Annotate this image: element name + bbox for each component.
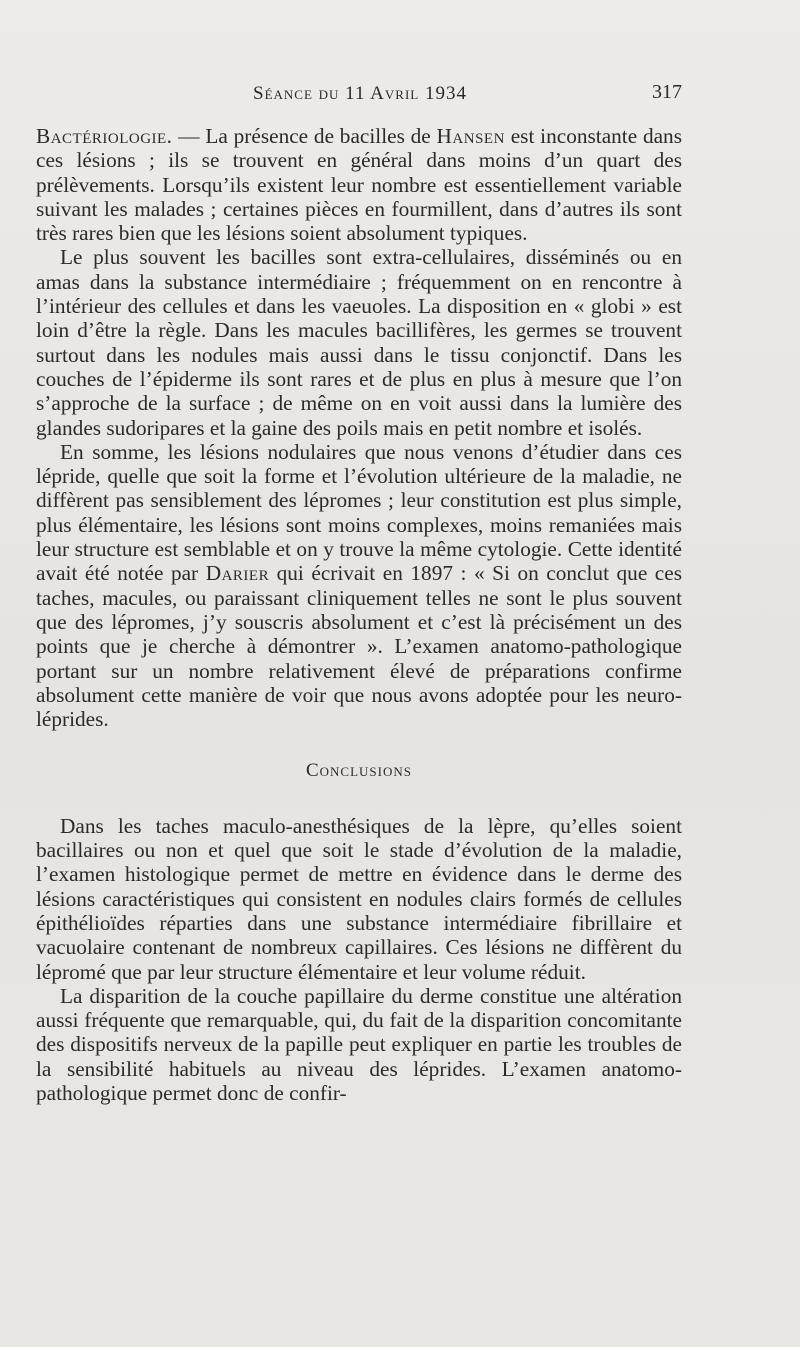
paragraph-bacilli-distribution: Le plus souvent les bacilles sont extra-cellulaires, disséminés ou en amas dans la substance intermédiaire ; fréquemment on en rencontre à l’intérieur des cellules et dans les vaeuoles. La disposition en « globi » est loin d’être la règle. Dans les macules bacillifères, les germes se trouvent surtout dans les nodules mais aussi dans le tissu conjonctif. Dans les couches de l’épiderme ils sont rares et de plus en plus à mesure que l’on s’approche de la surface ; de même on en voit aussi dans la lumière des glandes sudoripares et la gaine des poils mais en petit nombre et isolés. — [36, 245, 682, 440]
paragraph-text: — La présence de bacilles de — [172, 124, 437, 148]
paragraph-text: En somme, les lésions nodulaires que nous venons d’étudier dans ces lépride, quelle que soit la forme et l’évolution ultérieure de la maladie, ne diffèrent pas sensiblement des lépromes ; leur constitution est plus simple, plus élémentaire, les lésions sont moins complexes, moins remaniées mais leur structure est semblable et on y trouve la même cytologie. Cette identité avait été notée par — [36, 439, 682, 586]
paragraph-summary — [36, 440, 682, 732]
paragraph-text: est inconstante dans ces lésions ; ils se trouvent en général dans moins d’un quart des prélèvements. Lorsqu’ils existent leur nombre est essentiellement variable suivant les malades ; certaines pièces en fourmillent, dans d’autres ils sont très rares bien que les lésions soient absolument typiques. — [36, 124, 682, 246]
section-heading-conclusions: Conclusions — [305, 760, 412, 782]
paragraph-conclusion-1: Dans les taches maculo-anesthésiques de la lèpre, qu’elles soient bacillaires ou non et quel que soit le stade d’évolution de la maladie, l’examen histologique permet de mettre en évidence dans le derme des lésions caractéristiques qui consistent en nodules clairs formés de cellules épithélioïdes réparties dans une substance intermédiaire fibrillaire et vacuolaire contenant de nombreux capillaires. Ces lésions ne diffèrent du lépromé que par leur structure élémentaire et leur volume réduit. — [36, 813, 682, 984]
author-name-hansen: Hansen — [436, 124, 505, 148]
section-lead-bacteriology: Bactériologie. — [36, 124, 173, 148]
author-name-darier: Darier — [205, 561, 270, 586]
running-head — [0, 79, 800, 109]
body-text — [36, 124, 682, 1105]
paragraph-text: qui écrivait en 1897 : « Si on conclut que ces taches, macules, ou paraissant cliniquement telles ne sont le plus souvent que des lépromes, j’y souscris absolument et c’est là précisément un des points que je cherche à démontrer ». L’examen anatomo-pathologique portant sur un nombre relativement élevé de préparations confirme absolument cette manière de voir que nous avons adoptée pour les neuro-léprides. — [36, 561, 683, 732]
running-title: Séance du 11 Avril 1934 — [253, 83, 467, 104]
page-number: 317 — [652, 81, 682, 103]
paragraph-bacteriology — [36, 124, 682, 245]
paragraph-conclusion-2: La disparition de la couche papillaire du derme constitue une altération aussi fréquente que remarquable, qui, du fait de la disparition concomitante des dispositifs nerveux de la papille peut expliquer en partie les troubles de la sensibilité habituels au niveau des léprides. L’examen anatomo-pathologique permet donc de confir- — [36, 983, 682, 1105]
